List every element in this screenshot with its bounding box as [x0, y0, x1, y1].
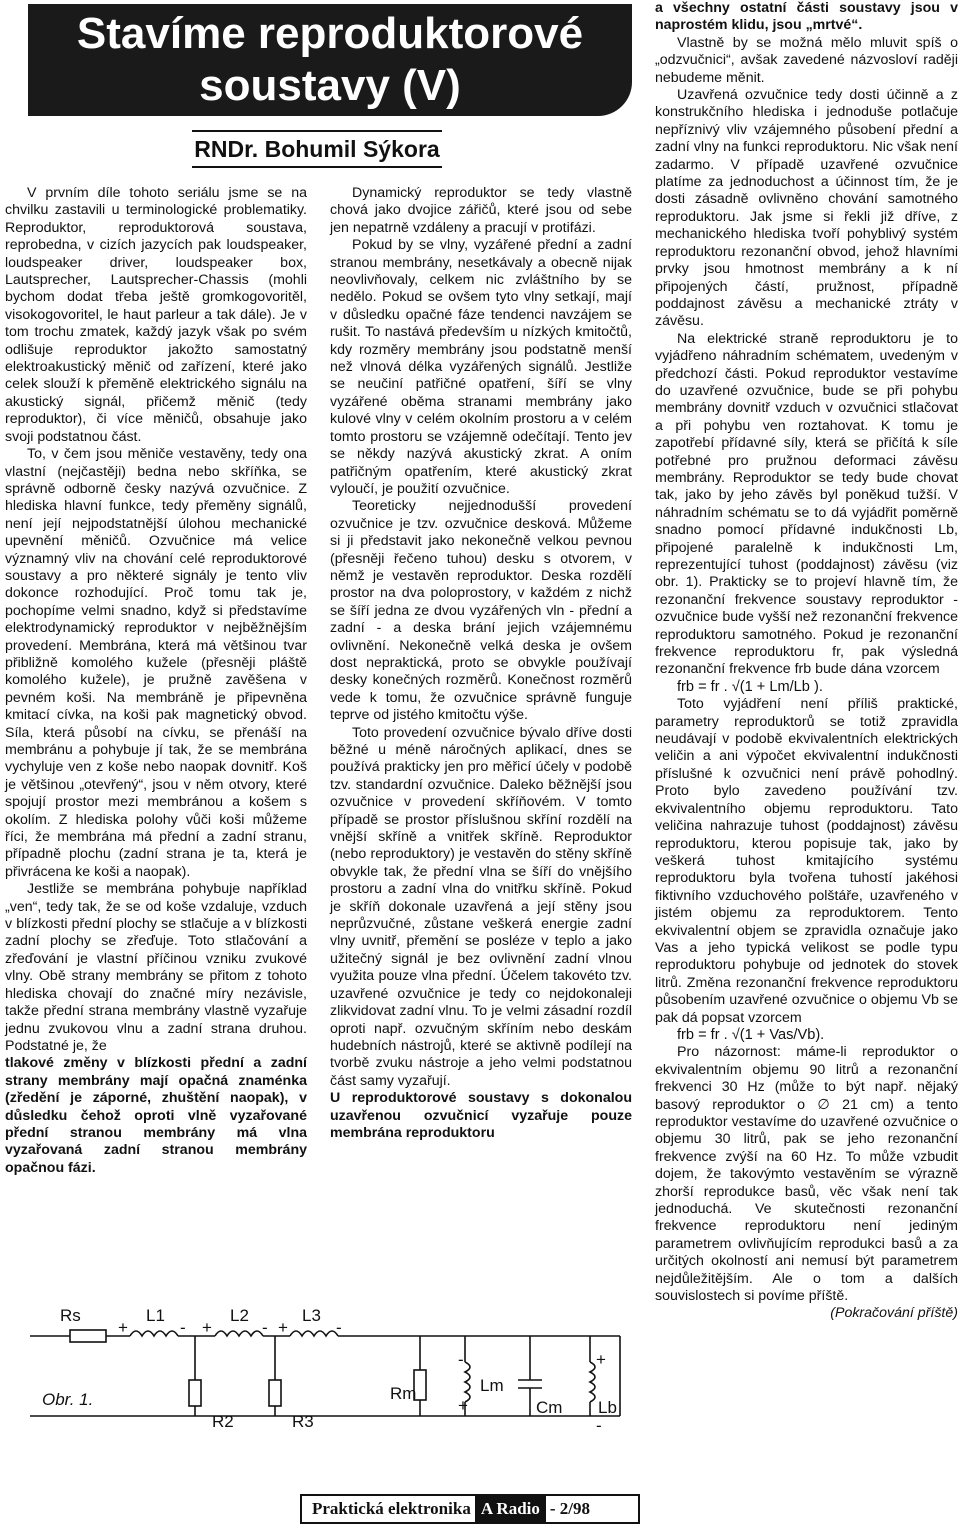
author-name: RNDr. Bohumil Sýkora — [194, 136, 440, 162]
footer-banner — [300, 1494, 640, 1524]
sign-plus: + — [202, 1318, 212, 1337]
sign-minus: - — [180, 1318, 186, 1337]
resistor-r2 — [189, 1380, 201, 1406]
column-1 — [5, 185, 307, 1177]
sign-minus: - — [458, 1350, 464, 1369]
paragraph: To, v čem jsou měniče vestavěny, tedy ona vlastní (nejčastěji) bedna nebo skříňka, se správně odborně česky nazývá ozvučnice. Z hlediska hlavní funkce, tedy přeměny signálů, není její nejpodstatnější úlohou mechanické upevnění měničů. Ozvučnice má velice významný vliv na chování celé reproduktorové soustavy a pro některé signály je tento vliv dokonce rozhodující. Proč tomu tak je, pochopíme velmi snadno, když si představíme elektrodynamický reproduktor v nejběžnějším provedení. Membrána, která má většinou tvar přibližně komolého kužele (přesněji pláště komolého kužele), je pružně zavěšena v pevném koši. Na membráně je připevněna kmitací cívka, na koši pak magnetický obvod. Síla, která působí na cívku, se přenáší na membránu a pohybuje jí tak, že se membrána vychyluje ven z koše nebo naopak dovnitř. Koš je většinou „otevřený“, jsou v něm otvory, které spojují prostor mezi membránou a košem s okolím. Z hlediska polohy vůči koši můžeme říci, že membrána má přední a zadní stranu, případně plochu (zadní strana je ta, která je přivrácena ke koši a naopak). — [5, 446, 307, 880]
paragraph: Pro názornost: máme-li reproduktor o ekvivalentním objemu 90 litrů a rezonanční frekvenci 30 Hz (může to být např. nějaký basový reproduktor o ∅ 21 cm) a tento reproduktor vestavíme do uzavřené ozvučnice o objemu 30 litrů, pak se jeho rezonanční frekvence zvýší na 60 Hz. To může vzbudit dojem, že takovýmto vestavěním se výrazně zhorší reprodukce basů, věc však není tak jednoduchá. Ve skutečnosti rezonanční frekvence reproduktoru není jediným parametrem ovlivňujícím reprodukci basů a za určitých okolností ani nemusí být parametrem nejdůležitějším. Ale o tom a dalších souvislostech si povíme příště. — [655, 1044, 958, 1305]
title-banner — [28, 4, 632, 116]
column-2 — [330, 185, 632, 1142]
paragraph: Uzavřená ozvučnice tedy dosti účinně a z konstrukčního hlediska i jednoduše potlačuje nepříznivý vliv vzájemného působení přední a zadní vlny na funkci reproduktoru. Nic však není zadarmo. V případě uzavřené ozvučnice platíme za jednoduchost a účinnost tím, že je dosti zásadně ovlivněno chování samotného reproduktoru. Jak jsme si řekli již dříve, z mechanického hlediska tvoří pohyblivý systém reproduktoru rezonanční obvod, jehož hlavními prvky jsou hmotnost membrány a k ní připojených částí, pružnost, případně poddajnost závěsu a mechanické ztráty v závěsu. — [655, 87, 958, 330]
paragraph: V prvním díle tohoto seriálu jsme se na chvilku zastavili u terminologické problematiky. Reproduktor, reproduktorová soustava, reprobedna, v cizích jazycích pak loudspeaker, loudspeaker driver, loudspeaker box, Lautsprecher, Lautsprecher-Chassis (mohli bychom dodat třeba ještě gromkogovoritěl, visokogovoritel, le haut parleur a tak dále). Je v tom trochu zmatek, každý jazyk však po svém odlišuje reproduktor jakožto samostatný elektroakustický měnič od zařízení, které jako celek slouží k přeměně elektrického signálu na akustický signál, přičemž měnič (tedy reproduktor), či více měničů, obsahuje jako svoji podstatnou část. — [5, 185, 307, 445]
label-l1: L1 — [146, 1306, 165, 1325]
sign-plus: + — [458, 1396, 468, 1415]
formula-inductance: frb = fr . √(1 + Lm/Lb ). — [677, 678, 823, 695]
paragraph: Toto vyjádření není příliš praktické, parametry reproduktorů se totiž zpravidla neudávají v podobě ekvivalentních elektrických veličin a ani výpočet ekvivalentní indukčnosti příslušné k ozvučnici není právě pohodlný. Proto bylo zavedeno používání tzv. ekvivalentního objemu reproduktoru. Tato veličina nahrazuje tuhost (poddajnost) závěsu reproduktoru, kterou popisuje tak, jako by veškerá tuhost kmitajícího systému reproduktoru byla tvořena tuhostí jakéhosi fiktivního vzduchového polštáře, uzavřeného v jistém objemu za reproduktorem. Tento ekvivalentní objem se zpravidla označuje jako Vas a jeho typická velikost se podle typu reproduktoru pohybuje od jednotek do stovek litrů. Změna rezonanční frekvence reproduktoru působením uzavřené ozvučnice o objemu Vb se pak dá popsat vzorcem — [655, 696, 958, 1026]
label-r2: R2 — [212, 1412, 234, 1431]
paragraph: Teoreticky nejjednodušší provedení ozvučnice je tzv. ozvučnice desková. Můžeme si ji představit jako nekonečně velkou pevnou (přesněji řečeno tuhou) desku s otvorem, v němž je vestavěn reproduktor. Deska rozdělí prostor na dva poloprostory, v každém z nichž se šíří jedna ze dvou vyzářených vln - přední a zadní - a deska brání jejich vzájemnému ovlivnění. Nekonečně velká deska je ovšem dost nepraktická, proto se obvykle používají desky konečných rozměrů. Konečnost rozměrů vede k tomu, že ozvučnice správně funguje teprve od jistého kmitočtu výše. — [330, 498, 632, 724]
lead-paragraph: a všechny ostatní části soustavy jsou v naprostém klidu, jsou „mrtvé“. — [655, 0, 958, 34]
sign-plus: + — [118, 1318, 128, 1337]
label-rm: Rm — [390, 1384, 417, 1403]
paragraph: Jestliže se membrána pohybuje například „ven“, tedy tak, že se od koše vzdaluje, vzduch v blízkosti přední plochy se stlačuje a v blízkosti zadní plochy se zřeďuje. Toto stlačování a zřeďování je vlastní příčinou vzniku zvukové vlny. Obě strany membrány se přitom z tohoto hlediska chovají do značné míry nezávisle, takže přední strana membrány vlastně vyzařuje jednu zvukovou vlnu a zadní strana druhou. Podstatné je, že — [5, 881, 307, 1054]
continued-note: (Pokračování příště) — [830, 1305, 958, 1322]
resistor-r3 — [269, 1380, 281, 1406]
emphasis-paragraph: U reproduktorové soustavy s dokonalou uzavřenou ozvučnicí vyzařuje pouze membrána reproduktoru — [330, 1090, 632, 1141]
paragraph: Pokud by se vlny, vyzářené přední a zadní stranou membrány, nesetkávaly a obecně nijak neovlivňovaly, celkem nic zvláštního by se nedělo. Pokud se ovšem tyto vlny setkají, mají v důsledku opačné fáze tendenci navzájem se rušit. To nastává především u nízkých kmitočtů, kdy rozměry membrány jsou podstatně menší než vlnová délka vyzářených signálů. Jestliže se neučiní patřičné opatření, šíří se vlny vyzářené oběma stranami membrány jako kulové vlny v celém okolním prostoru a v celém tomto prostoru se vzájemně odečítají. Tento jev se někdy nazývá akustický zkrat. A oním patřičným opatřením, které akustický zkrat vyloučí, je použití ozvučnice. — [330, 237, 632, 497]
article-title-line-1: Stavíme reproduktorové — [76, 9, 584, 58]
author-rule-bottom — [192, 166, 442, 168]
label-l2: L2 — [230, 1306, 249, 1325]
sign-minus: - — [596, 1416, 602, 1435]
footer-magazine-name: Praktická elektronika — [312, 1499, 471, 1518]
column-3 — [655, 0, 958, 1323]
paragraph: Dynamický reproduktor se tedy vlastně chová jako dvojice zářičů, které jsou od sebe jen nepatrně vzdáleny a pracují v protifázi. — [330, 185, 632, 236]
figure-caption: Obr. 1. — [42, 1390, 94, 1409]
inductor-l1 — [130, 1331, 178, 1336]
paragraph: Na elektrické straně reproduktoru je to vyjádřeno náhradním schématem, uvedeným v předchozí části. Pokud reproduktor vestavíme do uzavřené ozvučnice, bude se při pohybu membrány dovnitř vzduch v ozvučnici stlačovat a při pohybu ven roztahovat. K tomu je zapotřebí přídavné síly, která se přičítá k síle potřebné pro pružnou deformaci závěsu membrány. Reproduktor se tedy bude chovat tak, jako by jeho závěs byl poněkud tužší. V náhradním schématu se to dá vyjádřit poměrně snadno pomocí přídavné indukčnosti Lb, připojené paralelně k indukčnosti Lm, reprezentující tuhost (poddajnost) závěsu (viz obr. 1). Prakticky se to projeví hlavně tím, že rezonanční frekvence soustavy reproduktor - ozvučnice bude vyšší než rezonanční frekvence reproduktoru samotného. Pokud je rezonanční frekvence reproduktoru fr, pak výsledná rezonanční frekvence frb bude dána vzorcem — [655, 330, 958, 678]
inductor-lb — [590, 1362, 595, 1402]
formula-volume: frb = fr . √(1 + Vas/Vb). — [677, 1026, 825, 1043]
inductor-l2 — [215, 1331, 263, 1336]
emphasis-paragraph: tlakové změny v blízkosti přední a zadní strany membrány mají opačná znaménka (zředění je záporné, zhuštění naopak), v důsledku čehož oproti vlně vyzařované přední stranou membrány má vlna vyzařovaná zadní stranou membrány opačnou fázi. — [5, 1055, 307, 1176]
sign-plus: + — [278, 1318, 288, 1337]
label-r3: R3 — [292, 1412, 314, 1431]
label-l3: L3 — [302, 1306, 321, 1325]
label-lb: Lb — [598, 1398, 617, 1417]
label-cm: Cm — [536, 1398, 563, 1417]
circuit-figure — [30, 1300, 640, 1440]
footer-issue: - 2/98 — [549, 1499, 591, 1518]
resistor-rs — [70, 1330, 106, 1342]
label-lm: Lm — [480, 1376, 504, 1395]
article-title-line-2: soustavy (V) — [199, 61, 461, 110]
author-rule-top — [192, 130, 442, 132]
paragraph: Vlastně by se možná mělo mluvit spíš o „odzvučnici“, avšak zavedené názvosloví raději nebudeme měnit. — [655, 34, 958, 86]
sign-minus: - — [262, 1318, 268, 1337]
paragraph: Toto provedení ozvučnice bývalo dříve dosti běžné u méně náročných aplikací, dnes se používá prakticky jen pro měřicí účely v podobě tzv. standardní ozvučnice. Daleko běžnější jsou ozvučnice v provedení skříňovém. V tomto případě se prostor příslušnou skříní rozdělí na vnější skříně a vnitřek skříně. Reproduktor (nebo reproduktory) je vestavěn do stěny skříně obvykle tak, že přední vlna se šíří do vnějšího prostoru a zadní vlna do vnitřku skříně. Pokud je skříň dokonale uzavřená a její stěny jsou neprůzvučné, zůstane veškerá energie zadní vlny uvnitř, přemění se posléze v teplo a jako užitečný signál je bez ovlivnění zadní vlnou využita pouze vlna přední. Účelem takovéto tzv. uzavřené ozvučnice je tedy co nejdokonaleji zlikvidovat zadní vlnu. To je velmi zásadní rozdíl oproti např. ozvučným skříním nebo deskám hudebních nástrojů, které se aktivně podílejí na tvorbě zvuku nástroje a jeho velmi podstatnou část samy vyzařují. — [330, 724, 632, 1089]
label-rs: Rs — [60, 1306, 81, 1325]
inductor-l3 — [290, 1331, 338, 1336]
sign-plus: + — [596, 1350, 606, 1369]
footer-magazine-suffix: A Radio — [475, 1496, 546, 1522]
sign-minus: - — [336, 1318, 342, 1337]
